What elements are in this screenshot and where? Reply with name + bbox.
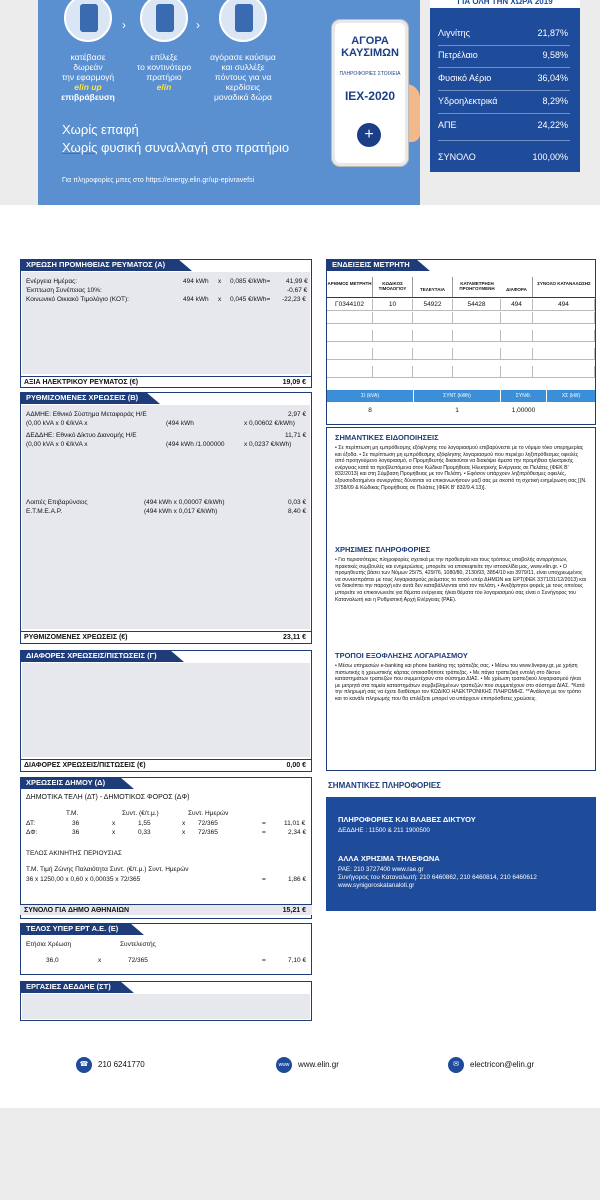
footer xyxy=(0,1040,600,1108)
phone-app-icon xyxy=(64,0,112,42)
chevron-right-icon: › xyxy=(122,18,126,32)
regulated-total: ΡΥΘΜΙΖΟΜΕΝΕΣ ΧΡΕΩΣΕΙΣ (€) 23,11 € xyxy=(20,631,312,642)
promo-headline-1: Χωρίς επαφή xyxy=(62,122,139,137)
misc-charges-tab: ΔΙΑΦΟΡΕΣ ΧΡΕΩΣΕΙΣ/ΠΙΣΤΩΣΕΙΣ (Γ) xyxy=(20,650,170,662)
important-info-title: ΣΗΜΑΝΤΙΚΕΣ ΠΛΗΡΟΦΟΡΙΕΣ xyxy=(328,781,441,790)
energy-mix-row: Λιγνίτης 21,87% xyxy=(438,28,568,38)
ert-fee-tab: ΤΕΛΟΣ ΥΠΕΡ ΕΡΤ Α.Ε. (Ε) xyxy=(20,923,130,935)
energy-mix-panel xyxy=(430,0,580,172)
energy-mix-row: Πετρέλαιο 9,58% xyxy=(438,50,568,60)
meter-table: ΑΡΙΘΜΟΣ ΜΕΤΡΗΤΗ ΚΩΔΙΚΟΣ ΤΙΜΟΛΟΓΙΟΥ ΤΕΛΕΥΤΑΙΑ ΚΑΤΑΜΕΤΡΗΣΗ ΠΡΟΗΓΟΥΜΕΝΗ ΔΙΑΦΟΡΑ ΣΥΝΟΛΟ ΚΑΤΑΝΑΛΩΣΗΣ Γ0344102 10 54922 54428 494 494 ΣΙ (kVA) ΣΥΝΤ (kWh) ΣΥΝΦ. ΧΣ (kW) 8 1 1,00000 xyxy=(327,277,595,425)
energy-mix-row: Φυσικό Αέριο 36,04% xyxy=(438,73,568,83)
promo-step-2: επίλεξε το κοντινότερο πρατήριο elin xyxy=(132,0,196,92)
deddie-works-tab: ΕΡΓΑΣΙΕΣ ΔΕΔΔΗΕ (ΣΤ) xyxy=(20,981,120,993)
misc-total: ΔΙΑΦΟΡΕΣ ΧΡΕΩΣΕΙΣ/ΠΙΣΤΩΣΕΙΣ (€) 0,00 € xyxy=(20,759,312,770)
notices-section: ΣΗΜΑΝΤΙΚΕΣ ΕΙΔΟΠΟΙΗΣΕΙΣ • Σε περίπτωση μη εμπρόθεσμης εξόφλησης του λογαριασμού επιβαρύνεστε με το νόμιμο τόκο υπερημερίας και έξοδα. • Σε περίπτωση μη εμπρόθεσμης εξόφλησης λογαριασμού που περιέχει ληξιπρόθεσμες οφειλές από προηγούμενο λογαριασμό, ο Προμηθευτής δικαιούται να διακόψει άμεσα την προμήθεια ηλεκτρικής ενέργειας κατά τα προβλεπόμενα στον Κώδικα Προμήθειας Ηλεκτρικής Ενέργειας σε Πελάτες (ΦΕΚ Β' 832/2013) και στη Σύμβαση Προμήθειας με τον Πελάτη. • Εφόσον υπάρχουν ληξιπρόθεσμες οφειλές, εξουσιοδοτημένοι συνεργάτες δύνανται να επικοινωνήσουν μαζί σας με σκοπό τη σχετική ενημέρωση σας [(Ν. 3758/09 & Κώδικας Προμήθειας σε Πελάτες (ΦΕΚ Β' 832/9.4.13)]. ΧΡΗΣΙΜΕΣ ΠΛΗΡΟΦΟΡΙΕΣ • Για περισσότερες πληροφορίες σχετικά με την προθεσμία και τους τρόπους υποβολής αντιρρήσεων, πρακτικές συμβουλές και ενημερώσεις, μπορείτε να επισκεφτείτε την ιστοσελίδα μας, www.elin.gr. • Ο προμηθευτής βάσει των Νόμων 25/75, 429/76, 1080/80, 2130/93, 3854/10 και 3979/11, είναι υποχρεωμένος να συνεισπράττει με τους λογαριασμούς ρεύματος το ποσό υπέρ ΔΗΜΩΝ και ΕΡΤ(ΦΕΚ 3371/31/12/2013) και να διακόπτει την παροχή εάν αυτά δεν καταβάλλονται από τον πελάτη. • Ανεξάρτητοι φορείς με τους οποίους μπορείτε να επικοινωνείτε για θέματα ενέργειας ή/και θέματα του λογαριασμού σας είναι ο Συνήγορος του Καταναλωτή και η Ρυθμιστική Αρχή Ενέργειας (ΡΑΕ). ΤΡΟΠΟΙ ΕΞΟΦΛΗΣΗΣ ΛΟΓΑΡΙΑΣΜΟΥ • Μέσω υπηρεσιών e-banking και phone banking της τράπεζάς σας. • Μέσω του www.livepay.gr, με χρήση πιστωτικής ή χρεωστικής κάρτας οποιασδήποτε τράπεζας. • Με πάγια τραπεζική εντολή στο δίκτυο καταστημάτων τραπεζών που συμμετέχουν στο σύστημα ΔΙΑΣ. • Με χρέωση τραπεζικού λογαριασμού ή/και με μετρητά στα ταμεία καταστημάτων συμβεβλημένων τραπεζών που συμμετέχουν στο σύστημα ΔΙΑΣ. *Κατά την πληρωμή σας να έχετε διαθέσιμο τον ΚΩΔΙΚΟ ΗΛΕΚΤΡΟΝΙΚΗΣ ΠΛΗΡΩΜΗΣ. **Ανάλογα με τον τρόπο και το κανάλι πληρωμής που θα επιλέξετε μπορεί να υπάρχουν επιπρόσθετες χρεώσεις. xyxy=(326,427,596,771)
energy-mix-total: ΣΥΝΟΛΟ 100,00% xyxy=(438,152,568,162)
fuel-pump-icon xyxy=(219,0,267,42)
useful-info-title: ΧΡΗΣΙΜΕΣ ΠΛΗΡΟΦΟΡΙΕΣ xyxy=(335,545,431,554)
globe-icon: www xyxy=(276,1057,292,1073)
bottom-background xyxy=(0,1108,600,1200)
regulated-charges-tab: ΡΥΘΜΙΖΟΜΕΝΕΣ ΧΡΕΩΣΕΙΣ (Β) xyxy=(20,392,146,404)
energy-mix-row: ΑΠΕ 24,22% xyxy=(438,120,568,130)
promo-info-link[interactable]: Για πληροφορίες μπες στο https://energy.elin.gr/up-epivravefsi xyxy=(62,177,255,184)
notices-title: ΣΗΜΑΝΤΙΚΕΣ ΕΙΔΟΠΟΙΗΣΕΙΣ xyxy=(335,433,439,442)
location-icon xyxy=(140,0,188,42)
meter-readings-tab: ΕΝΔΕΙΞΕΙΣ ΜΕΤΡΗΤΗ xyxy=(326,259,416,271)
energy-mix-row: Υδροηλεκτρικά 8,29% xyxy=(438,96,568,106)
municipal-charges-tab: ΧΡΕΩΣΕΙΣ ΔΗΜΟΥ (Δ) xyxy=(20,777,120,789)
meter-number: Γ0344102 xyxy=(327,299,373,311)
chevron-right-icon: › xyxy=(196,18,200,32)
phone-icon: ☎ xyxy=(76,1057,92,1073)
energy-mix-header: ΓΙΑ ΟΛΗ ΤΗΝ ΧΩΡΑ 2019 xyxy=(430,0,580,8)
supply-total: ΑΞΙΑ ΗΛΕΚΤΡΙΚΟΥ ΡΕΥΜΑΤΟΣ (€) 19,09 € xyxy=(20,376,312,387)
plus-icon: + xyxy=(357,123,381,147)
important-info-panel: ΠΛΗΡΟΦΟΡΙΕΣ ΚΑΙ ΒΛΑΒΕΣ ΔΙΚΤΥΟΥ ΔΕΔΔΗΕ : 11500 & 211 1900500 ΑΛΛΑ ΧΡΗΣΙΜΑ ΤΗΛΕΦΩΝΑ ΡΑΕ: 210 3727400 www.rae.gr Συνήγορος του Καταναλωτή: 210 6460862, 210 6460814, 210 6460612 www.synigoroskatanaloti.gr xyxy=(326,797,596,911)
phone-illustration: ΑΓΟΡΑ ΚΑΥΣΙΜΩΝ ΠΛΗΡΟΦΟΡΙΕΣ ΣΤΟΙΧΕΙΑ IEX-2020 + xyxy=(332,20,408,166)
promo-step-3: αγόρασε καύσιμα και συλλέξε πόντους για να κερδίσεις μοναδικά δώρα xyxy=(206,0,280,102)
payment-methods-title: ΤΡΟΠΟΙ ΕΞΟΦΛΗΣΗΣ ΛΟΓΑΡΙΑΣΜΟΥ xyxy=(335,651,468,660)
email-icon: ✉ xyxy=(448,1057,464,1073)
promo-headline-2: Χωρίς φυσική συναλλαγή στο πρατήριο xyxy=(62,140,290,155)
footer-email[interactable]: electricon@elin.gr xyxy=(470,1060,535,1069)
footer-website[interactable]: www.elin.gr xyxy=(298,1060,339,1069)
supply-charges-tab: ΧΡΕΩΣΗ ΠΡΟΜΗΘΕΙΑΣ ΡΕΥΜΑΤΟΣ (Α) xyxy=(20,259,178,271)
promo-step-1: κατέβασε δωρεάν την εφαρμογή elin up επιβράβευση xyxy=(56,0,120,102)
footer-phone[interactable]: 210 6241770 xyxy=(98,1060,145,1069)
municipal-total: ΣΥΝΟΛΟ ΓΙΑ ΔΗΜΟ ΑΘΗΝΑΙΩΝ 15,21 € xyxy=(20,904,312,915)
